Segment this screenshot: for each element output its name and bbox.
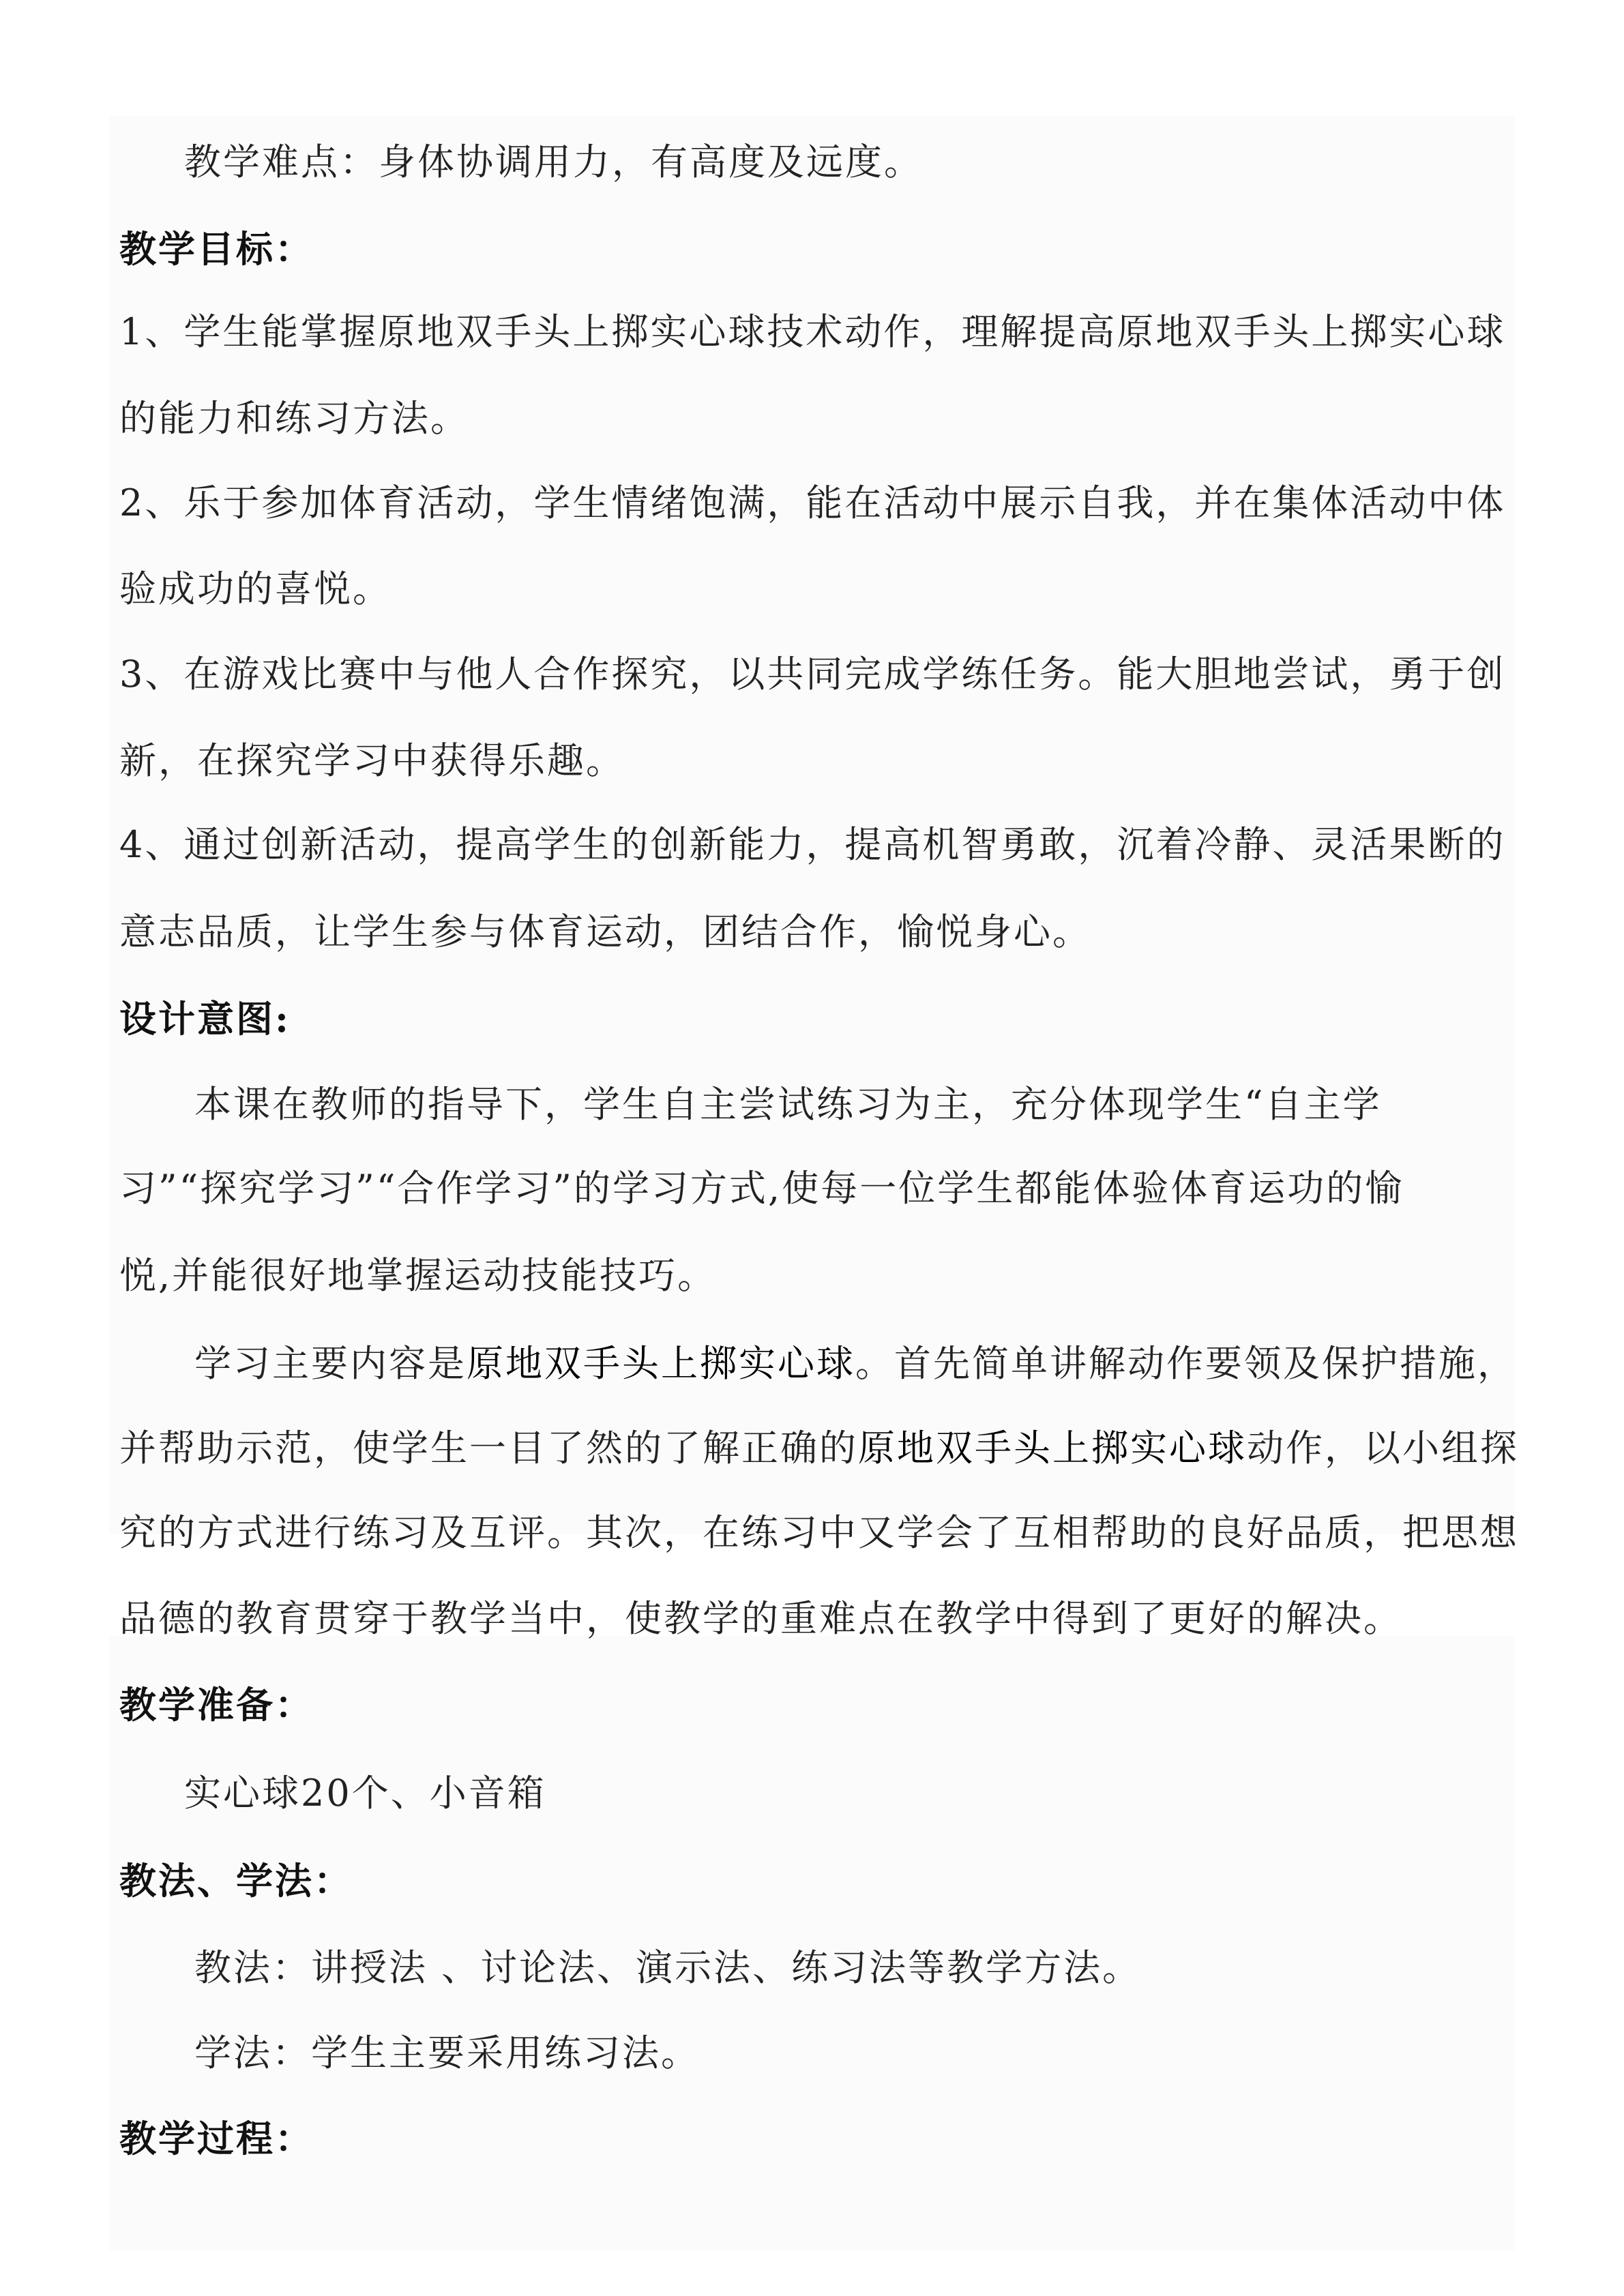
preparation-heading: 教学准备： — [119, 1683, 314, 1727]
design-p1-line-2: 习”“探究学习”“合作学习”的学习方式,使每一位学生都能体验体育运功的愉 — [119, 1167, 1404, 1210]
design-p2-text: 动作，以小组探 — [1247, 1427, 1519, 1470]
design-heading: 设计意图: — [119, 997, 291, 1041]
design-p2-line-3: 究的方式进行练习及互评。其次，在练习中又学会了互相帮助的良好品质，把思想 — [119, 1511, 1519, 1554]
design-p2-line-2 — [119, 1422, 1519, 1474]
design-p2-text: 学习主要内容是 — [194, 1342, 467, 1385]
objective-2-line-2: 验成功的喜悦。 — [119, 567, 392, 610]
process-heading: 教学过程： — [119, 2117, 314, 2160]
objective-1-line-2: 的能力和练习方法。 — [119, 397, 469, 440]
design-p2-highlight: 原地双手头上掷实心球 — [858, 1427, 1247, 1470]
objectives-heading: 教学目标： — [119, 227, 314, 271]
teaching-method: 教法：讲授法 、讨论法、演示法、练习法等教学方法。 — [194, 1946, 1142, 1989]
objective-2-line-1: 2、乐于参加体育活动，学生情绪饱满，能在活动中展示自我，并在集体活动中体 — [119, 481, 1506, 524]
design-p2-highlight: 原地双手头上掷实心球 — [467, 1342, 855, 1385]
design-p2-text: 并帮助示范，使学生一目了然的了解正确的 — [119, 1427, 858, 1470]
difficulty-line: 教学难点：身体协调用力，有高度及远度。 — [184, 140, 923, 183]
design-p1-line-1: 本课在教师的指导下，学生自主尝试练习为主，充分体现学生“自主学 — [194, 1083, 1382, 1126]
methods-heading: 教法、学法： — [119, 1859, 353, 1903]
design-p2-line-4: 品德的教育贯穿于教学当中，使教学的重难点在教学中得到了更好的解决。 — [119, 1597, 1402, 1640]
objective-1-line-1: 1、学生能掌握原地双手头上掷实心球技术动作，理解提高原地双手头上掷实心球 — [119, 310, 1506, 353]
objective-3-line-1: 3、在游戏比赛中与他人合作探究，以共同完成学练任务。能大胆地尝试，勇于创 — [119, 653, 1506, 696]
objective-4-line-2: 意志品质，让学生参与体育运动，团结合作，愉悦身心。 — [119, 910, 1091, 953]
objective-4-line-1: 4、通过创新活动，提高学生的创新能力，提高机智勇敢，沉着冷静、灵活果断的 — [119, 823, 1506, 866]
learning-method: 学法：学生主要采用练习法。 — [194, 2031, 700, 2074]
preparation-text: 实心球20个、小音箱 — [184, 1772, 546, 1815]
objective-3-line-2: 新，在探究学习中获得乐趣。 — [119, 739, 625, 782]
design-p2-line-1 — [194, 1338, 1516, 1390]
design-p1-line-3: 悦,并能很好地掌握运动技能技巧。 — [119, 1254, 717, 1297]
design-p2-text: 。首先简单讲解动作要领及保护措施， — [855, 1342, 1516, 1385]
